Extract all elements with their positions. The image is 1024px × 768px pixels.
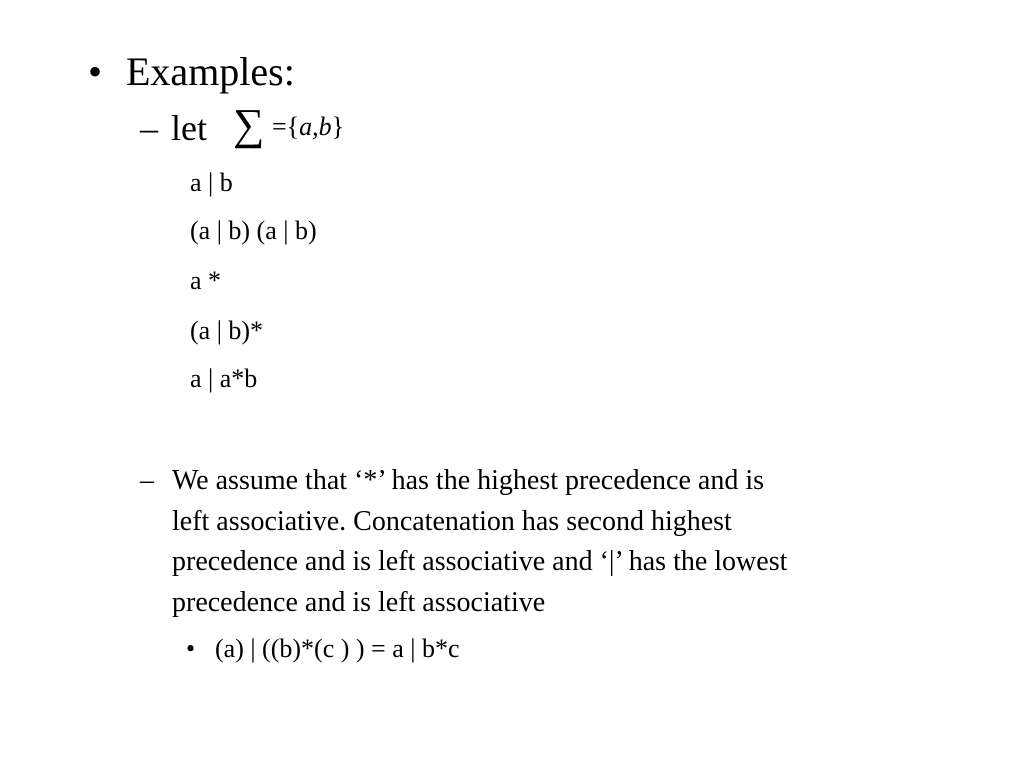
heading-bullet: • [88, 49, 103, 94]
comma: , [312, 112, 319, 141]
note-line-4: precedence and is left associative [172, 586, 546, 618]
equals-sign: = [272, 112, 287, 141]
open-brace: { [286, 112, 300, 141]
note-dash: – [140, 465, 154, 496]
heading-text: Examples: [126, 49, 295, 94]
example-5: a | a*b [190, 364, 258, 393]
var-a: a [299, 112, 313, 141]
note-line-3: precedence and is left associative and ‘|’ has the lowest [172, 546, 788, 577]
let-dash: – [140, 108, 158, 148]
note-line-1: We assume that ‘*’ has the highest precedence and is [172, 465, 765, 496]
example-3: a * [190, 266, 222, 295]
sub-example: (a) | ((b)*(c ) ) = a | b*c [215, 634, 460, 663]
sigma-symbol: ∑ [233, 100, 265, 149]
sub-bullet: • [186, 634, 196, 663]
example-1: a | b [190, 168, 233, 197]
example-2: (a | b) (a | b) [190, 216, 317, 245]
close-brace: } [331, 112, 345, 141]
let-label: let [171, 108, 207, 148]
note-line-2: left associative. Concatenation has second highest [172, 505, 732, 537]
alphabet-set [272, 111, 344, 143]
precedence-note [172, 461, 952, 623]
example-4: (a | b)* [190, 316, 264, 345]
var-b: b [318, 112, 332, 141]
